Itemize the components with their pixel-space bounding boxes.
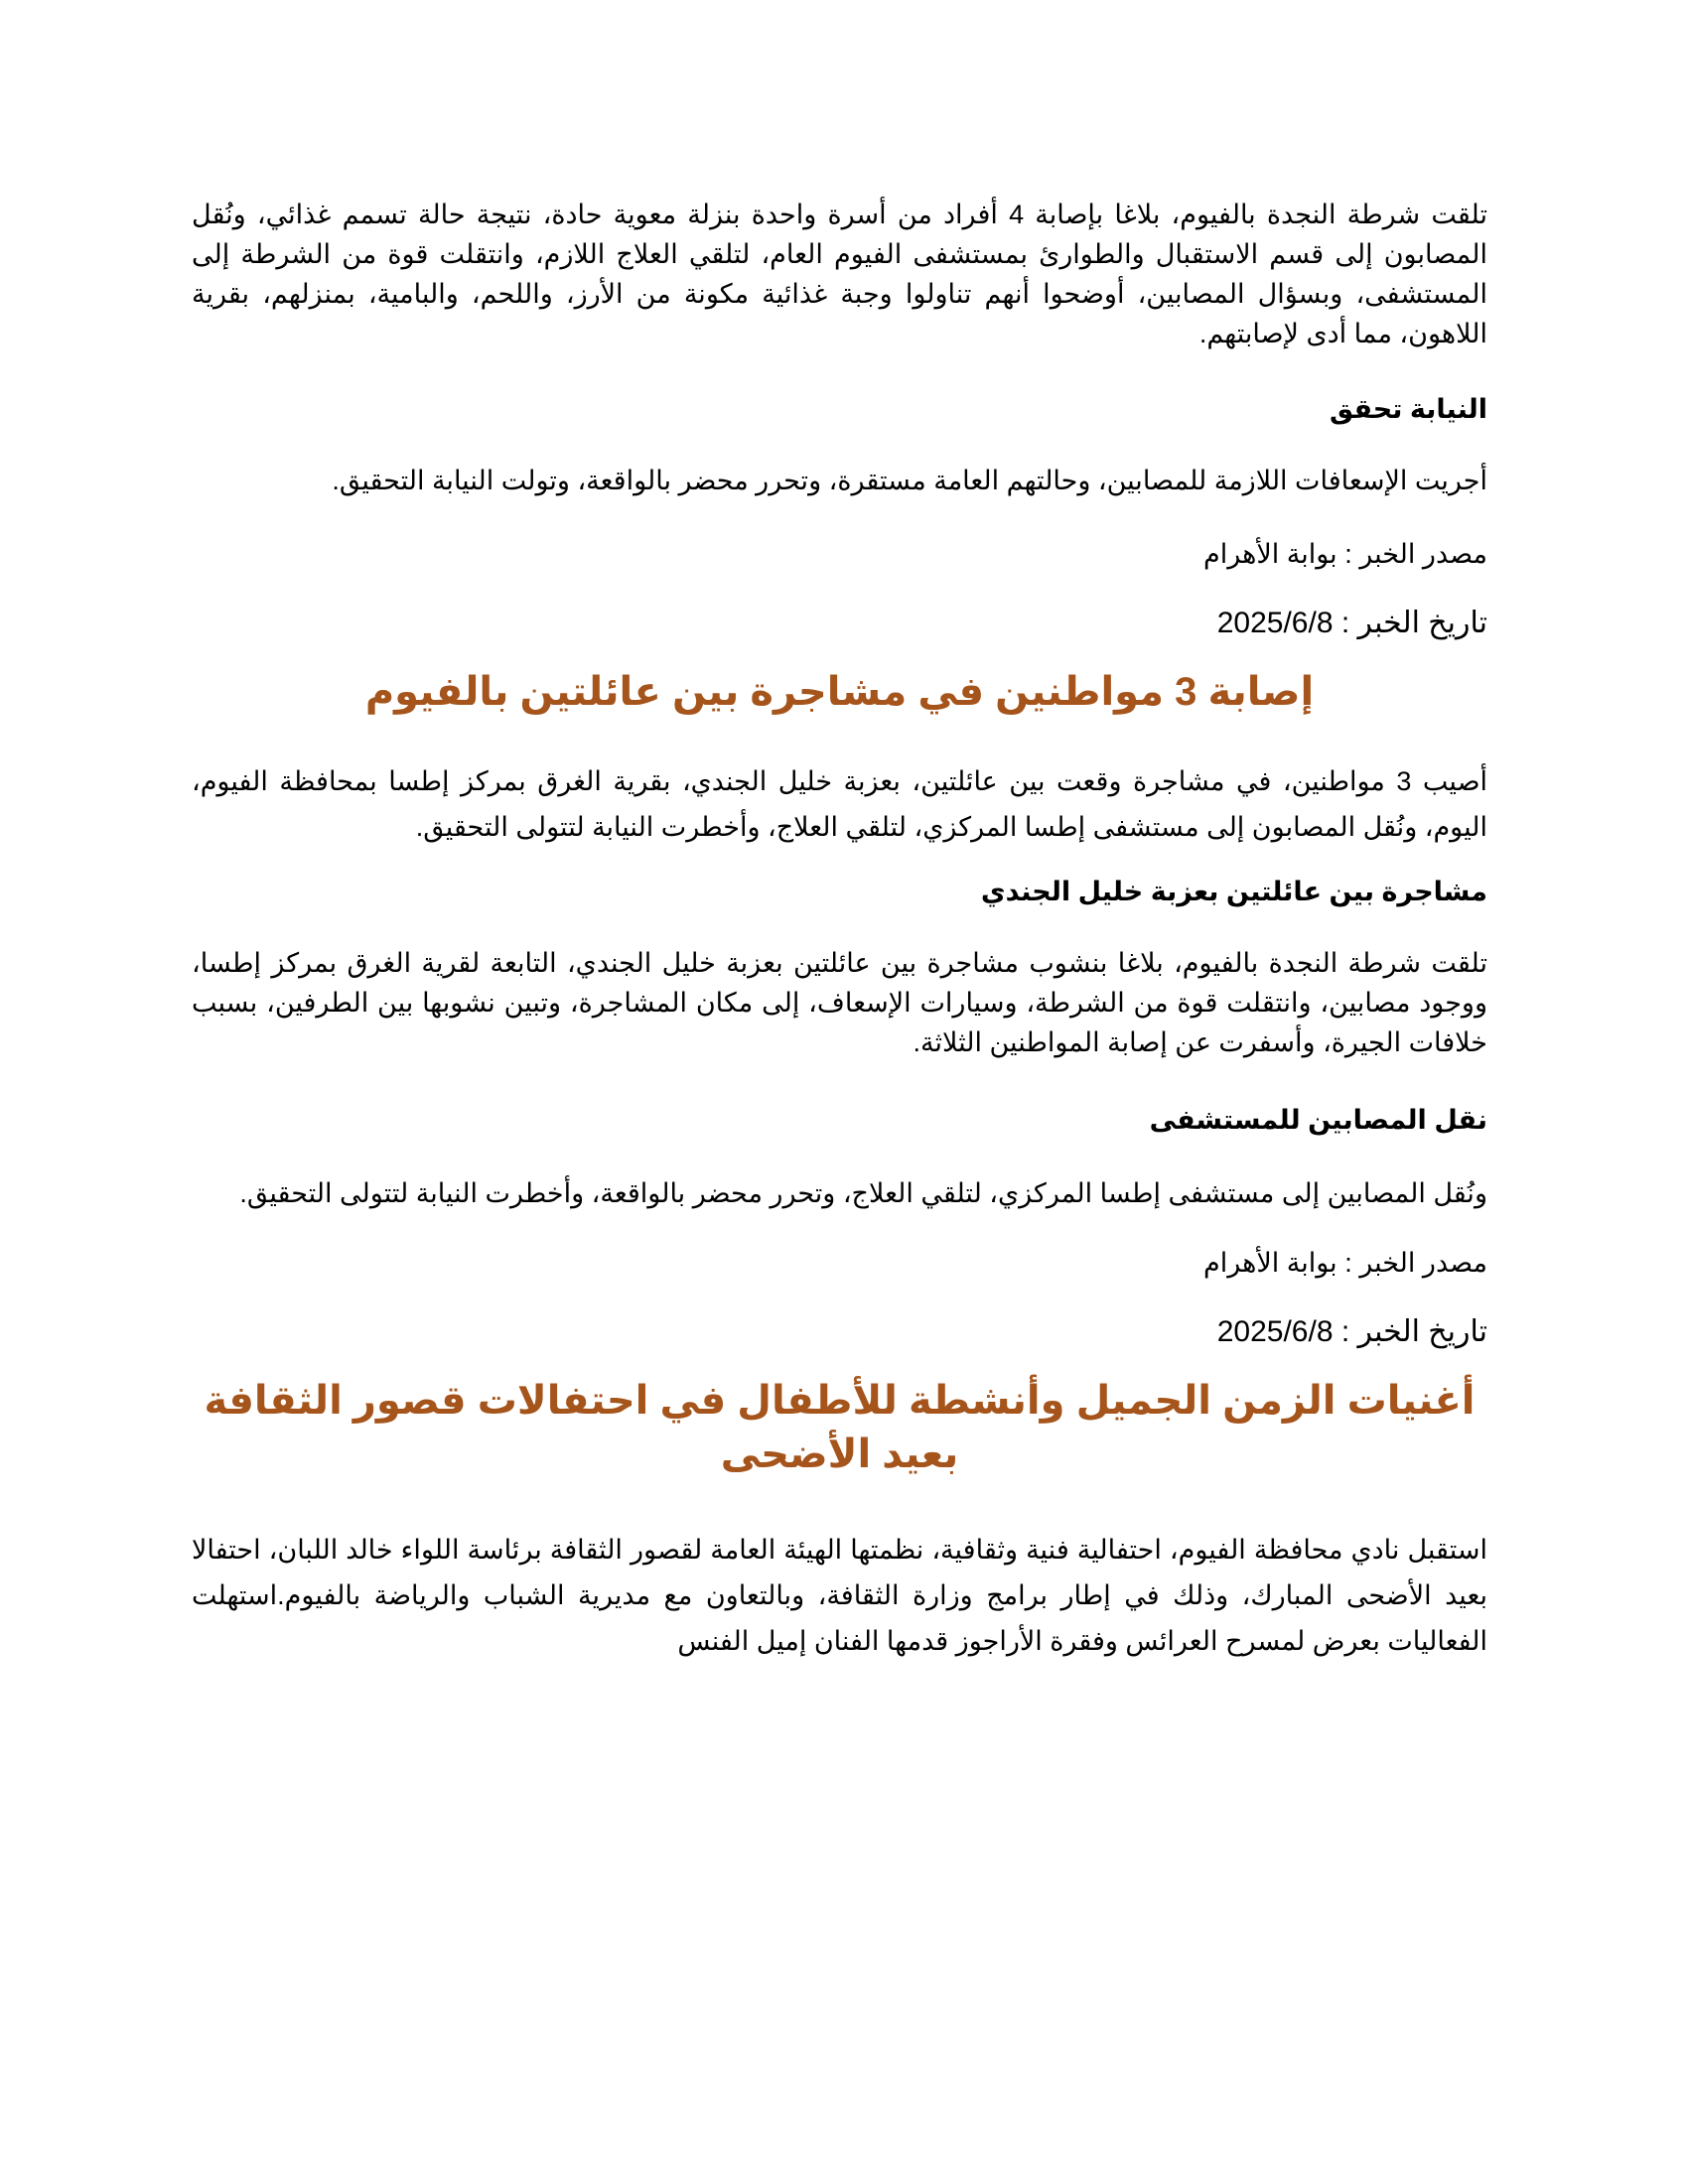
document-page bbox=[192, 189, 1487, 1664]
article1-body: تلقت شرطة النجدة بالفيوم، بلاغا بإصابة 4 أفراد من أسرة واحدة بنزلة معوية حادة، نتيجة حالة تسمم غذائي، ونُقل المصابون إلى قسم الاستقبال والطوارئ بمستشفى الفيوم العام، لتلقي العلاج اللازم، وانتقلت قوة من الشرطة إلى المستشفى، وبسؤال المصابين، أوضحوا أنهم تناولوا وجبة غذائية مكونة من الأرز، واللحم، والبامية، بمنزلهم، بقرية اللاهون، مما أدى لإصابتهم. bbox=[192, 200, 1487, 348]
article1-source: مصدر الخبر : بوابة الأهرام bbox=[1202, 539, 1487, 569]
article1-date: تاريخ الخبر : 2025/6/8 bbox=[1216, 607, 1487, 639]
article1-sub-body: أجريت الإسعافات اللازمة للمصابين، وحالتهم العامة مستقرة، وتحرر محضر بالواقعة، وتولت النيابة التحقيق. bbox=[332, 466, 1487, 495]
article2-subheading1: مشاجرة بين عائلتين بعزبة خليل الجندي bbox=[980, 877, 1487, 906]
article1-subheading: النيابة تحقق bbox=[1330, 394, 1487, 424]
article3-headline: أغنيات الزمن الجميل وأنشطة للأطفال في احتفالات قصور الثقافة بعيد الأضحى bbox=[204, 1379, 1476, 1476]
article2-date: تاريخ الخبر : 2025/6/8 bbox=[1216, 1315, 1487, 1348]
article3-body: استقبل نادي محافظة الفيوم، احتفالية فنية وثقافية، نظمتها الهيئة العامة لقصور الثقافة برئاسة اللواء خالد اللبان، احتفالا بعيد الأضحى المبارك، وذلك في إطار برامج وزارة الثقافة، وبالتعاون مع مديرية الشباب والرياضة بالفيوم.استهلت الفعاليات بعرض لمسرح العرائس وفقرة الأراجوز قدمها الفنان إميل الفنس bbox=[192, 1535, 1487, 1656]
article2-source: مصدر الخبر : بوابة الأهرام bbox=[1202, 1248, 1487, 1278]
article2-body1: تلقت شرطة النجدة بالفيوم، بلاغا بنشوب مشاجرة بين عائلتين بعزبة خليل الجندي، التابعة لقرية الغرق بمركز إطسا، ووجود مصابين، وانتقلت قوة من الشرطة، وسيارات الإسعاف، إلى مكان المشاجرة، وتبين نشوبها بين الطرفين، بسبب خلافات الجيرة، وأسفرت عن إصابة المواطنين الثلاثة. bbox=[192, 948, 1487, 1057]
article2-intro: أصيب 3 مواطنين، في مشاجرة وقعت بين عائلتين، بعزبة خليل الجندي، بقرية الغرق بمركز إطسا بمحافظة الفيوم، اليوم، ونُقل المصابون إلى مستشفى إطسا المركزي، لتلقي العلاج، وأخطرت النيابة لتتولى التحقيق. bbox=[192, 766, 1487, 842]
article2-headline: إصابة 3 مواطنين في مشاجرة بين عائلتين بالفيوم bbox=[364, 670, 1315, 714]
article2-subheading2: نقل المصابين للمستشفى bbox=[1149, 1105, 1487, 1135]
article2-body2: ونُقل المصابين إلى مستشفى إطسا المركزي، لتلقي العلاج، وتحرر محضر بالواقعة، وأخطرت النيابة لتتولى التحقيق. bbox=[239, 1178, 1487, 1208]
